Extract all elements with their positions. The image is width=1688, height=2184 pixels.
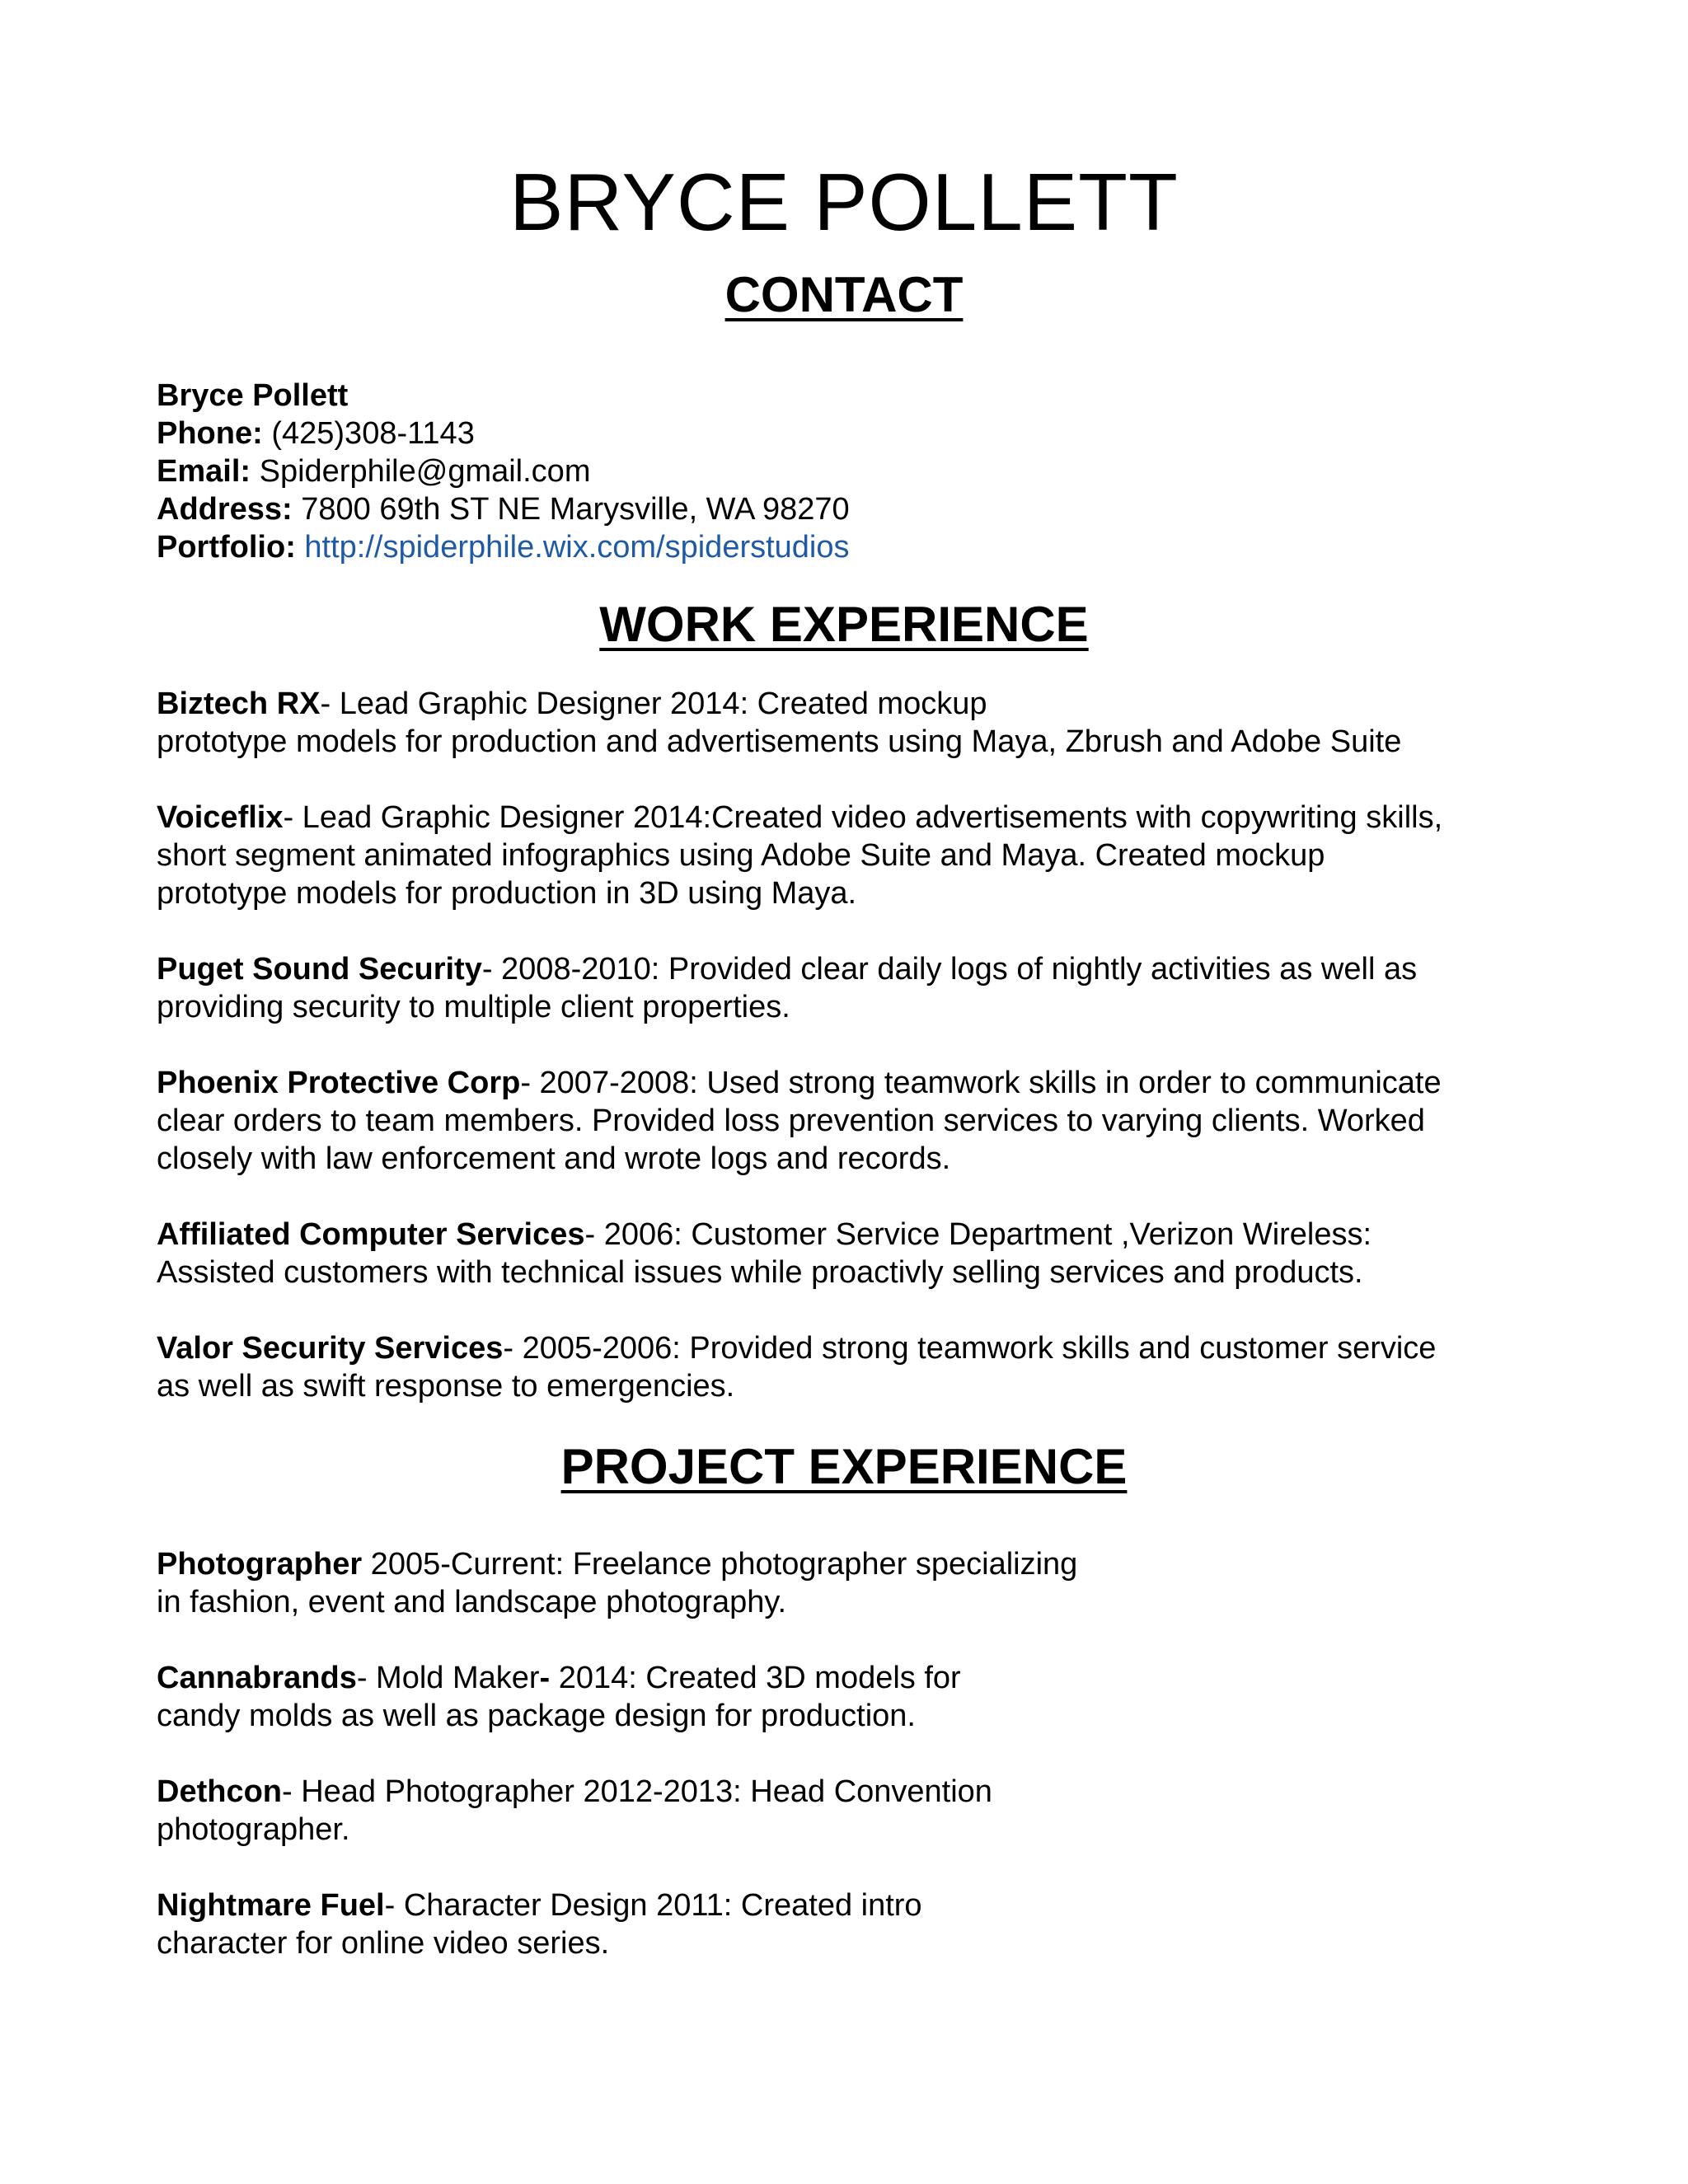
work-entry-phoenix-protective	[157, 1064, 1531, 1178]
project-detail: candy molds as well as package design for production.	[157, 1699, 916, 1733]
email-value: Spiderphile@gmail.com	[259, 454, 591, 489]
work-detail: closely with law enforcement and wrote logs and records.	[157, 1141, 951, 1176]
work-detail: prototype models for production in 3D using Maya.	[157, 876, 857, 911]
work-detail: short segment animated infographics using Adobe Suite and Maya. Created mockup	[157, 838, 1325, 873]
portfolio-link[interactable]: http://spiderphile.wix.com/spiderstudios	[304, 530, 850, 565]
work-entry-puget-sound-security	[157, 950, 1531, 1026]
work-detail: - Lead Graphic Designer 2014:Created video advertisements with copywriting skills,	[283, 800, 1443, 835]
project-title: Cannabrands	[157, 1661, 357, 1695]
work-entry-voiceflix	[157, 799, 1531, 912]
resume-name: BRYCE POLLETT	[509, 157, 1179, 247]
work-detail: as well as swift response to emergencies.	[157, 1369, 735, 1404]
project-entry-dethcon	[157, 1773, 1531, 1849]
work-detail: Assisted customers with technical issues while proactivly selling services and products.	[157, 1255, 1363, 1290]
project-detail: photographer.	[157, 1812, 350, 1847]
contact-full-name: Bryce Pollett	[157, 378, 349, 413]
project-title: Nightmare Fuel	[157, 1888, 385, 1923]
project-entry-photographer	[157, 1545, 1531, 1621]
work-detail: - 2005-2006: Provided strong teamwork skills and customer service	[503, 1331, 1437, 1366]
work-detail: providing security to multiple client properties.	[157, 990, 790, 1024]
work-entry-affiliated-computer	[157, 1216, 1531, 1291]
address-value: 7800 69th ST NE Marysville, WA 98270	[301, 492, 850, 527]
work-detail: prototype models for production and advertisements using Maya, Zbrush and Adobe Suite	[157, 724, 1402, 759]
project-detail: in fashion, event and landscape photography.	[157, 1585, 787, 1619]
work-company: Valor Security Services	[157, 1331, 504, 1366]
contact-address-line	[157, 490, 1531, 528]
work-experience-list	[157, 685, 1531, 1405]
project-dash: -	[539, 1661, 551, 1695]
phone-label: Phone:	[157, 416, 263, 451]
project-title: Photographer	[157, 1547, 363, 1582]
work-entry-biztech	[157, 685, 1531, 761]
contact-block	[157, 377, 1531, 566]
work-detail: - Lead Graphic Designer 2014: Created mockup	[320, 687, 987, 721]
project-detail: character for online video series.	[157, 1926, 610, 1961]
project-detail: - Character Design 2011: Created intro	[384, 1888, 922, 1923]
work-company: Biztech RX	[157, 687, 321, 721]
work-detail: - 2006: Customer Service Department ,Verizon Wireless:	[584, 1217, 1372, 1252]
work-company: Puget Sound Security	[157, 952, 482, 987]
project-title: Dethcon	[157, 1774, 282, 1809]
phone-value: (425)308-1143	[271, 416, 475, 451]
project-detail: - Head Photographer 2012-2013: Head Convention	[282, 1774, 992, 1809]
project-entry-cannabrands	[157, 1659, 1531, 1735]
contact-email-line	[157, 452, 1531, 490]
work-detail: clear orders to team members. Provided loss prevention services to varying clients. Worked	[157, 1104, 1425, 1138]
work-experience-heading: WORK EXPERIENCE	[599, 597, 1089, 652]
project-entry-nightmare-fuel	[157, 1886, 1531, 1962]
portfolio-label: Portfolio:	[157, 530, 296, 565]
project-experience-heading: PROJECT EXPERIENCE	[560, 1439, 1128, 1494]
work-detail: - 2007-2008: Used strong teamwork skills in order to communicate	[520, 1066, 1442, 1100]
work-company: Voiceflix	[157, 800, 284, 835]
work-company: Phoenix Protective Corp	[157, 1066, 521, 1100]
work-detail: - 2008-2010: Provided clear daily logs of nightly activities as well as	[481, 952, 1418, 987]
project-detail: 2005-Current: Freelance photographer specializing	[362, 1547, 1078, 1582]
project-role: - Mold Maker	[356, 1661, 540, 1695]
address-label: Address:	[157, 492, 293, 527]
work-entry-valor-security	[157, 1329, 1531, 1405]
contact-portfolio-line	[157, 528, 1531, 566]
project-experience-list	[157, 1545, 1531, 1962]
work-company: Affiliated Computer Services	[157, 1217, 585, 1252]
contact-heading: CONTACT	[724, 267, 964, 322]
contact-phone-line	[157, 415, 1531, 452]
project-detail: 2014: Created 3D models for	[550, 1661, 961, 1695]
email-label: Email:	[157, 454, 251, 489]
